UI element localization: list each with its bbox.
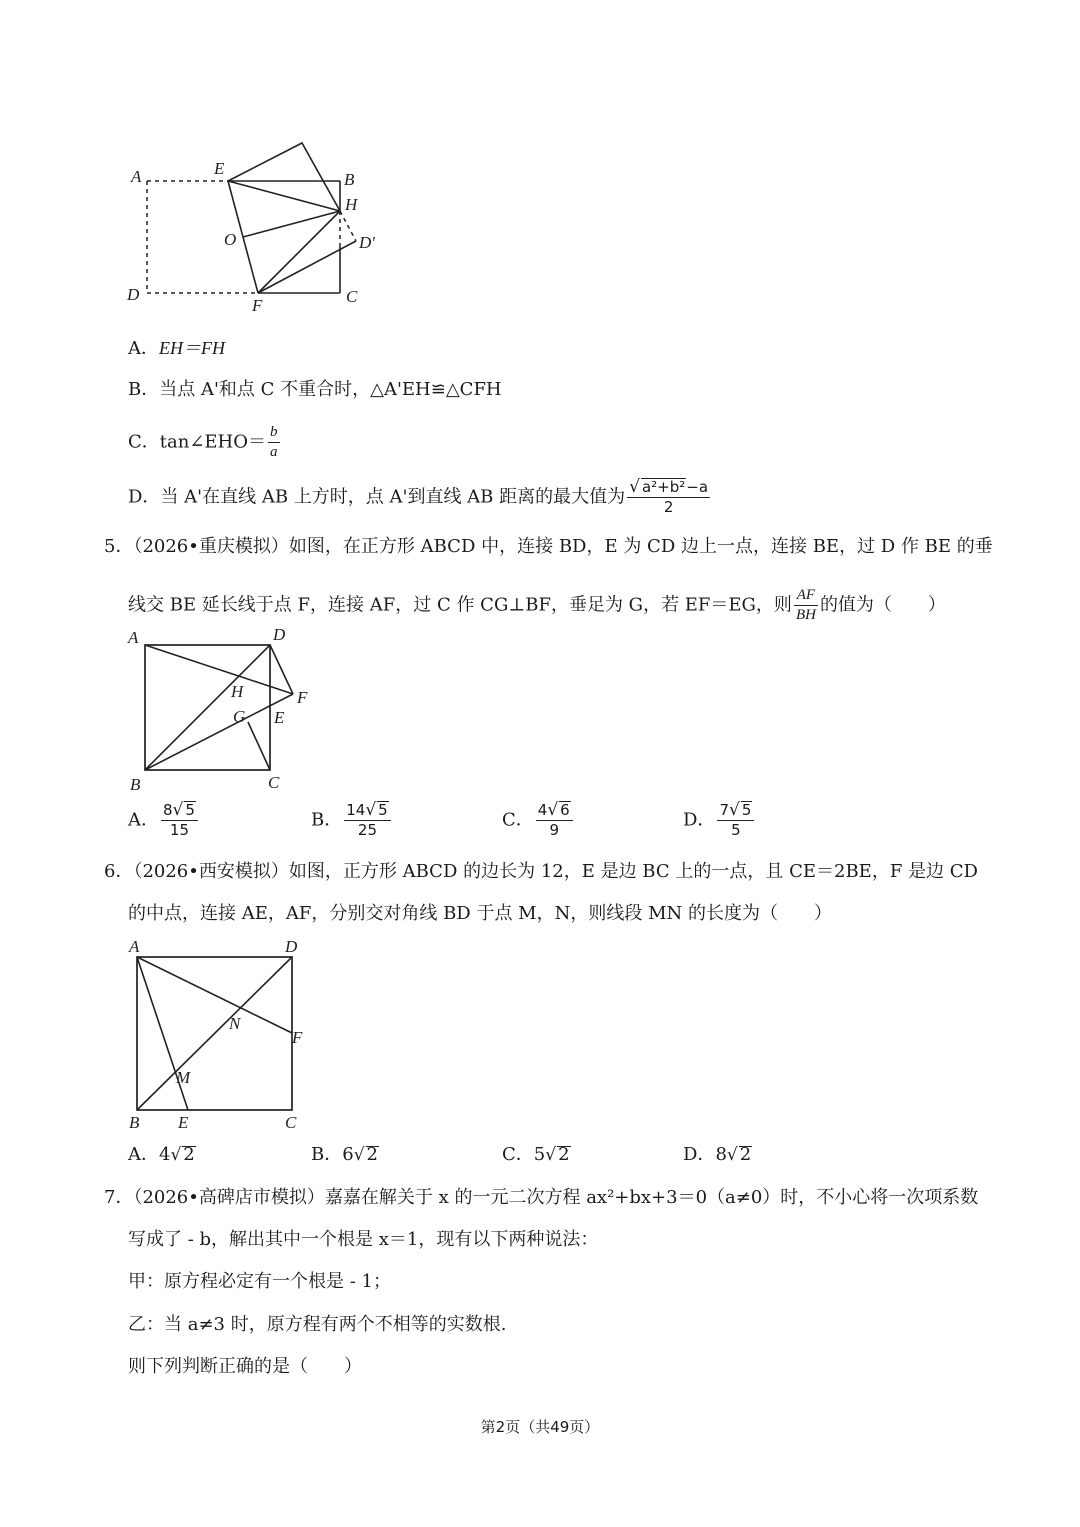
q4-option-c[interactable]: C．tan∠EHO＝ $\frac{b}{a}$ bbox=[128, 424, 278, 460]
q5-label-C: C bbox=[268, 773, 280, 792]
q5-option-d[interactable]: D． $\frac{7√ 5}{5}$ bbox=[683, 801, 756, 840]
q6-label-N: N bbox=[229, 1014, 241, 1033]
q5-label-H: H bbox=[231, 682, 244, 701]
q6-option-d[interactable]: D．8√ 2 bbox=[683, 1144, 752, 1165]
line-AE bbox=[137, 957, 188, 1110]
label-E: E bbox=[214, 159, 225, 178]
label-D: D bbox=[127, 285, 140, 304]
label-O: O bbox=[224, 230, 237, 249]
q5-label-G: G bbox=[233, 707, 246, 726]
label-H: H bbox=[345, 195, 358, 214]
q6-line1: 6．（2026•西安模拟）如图，正方形 ABCD 的边长为 12，E 是边 BC 上的一点，且 CE＝2BE，F 是边 CD bbox=[104, 861, 978, 882]
q7-line5: 则下列判断正确的是（ ） bbox=[128, 1356, 362, 1377]
q6-label-E: E bbox=[178, 1113, 189, 1132]
q6-line2: 的中点，连接 AE，AF，分别交对角线 BD 于点 M，N，则线段 MN 的长度为（ ） bbox=[128, 903, 832, 924]
q6-option-b[interactable]: B．6√ 2 bbox=[311, 1144, 378, 1165]
q4-option-b[interactable]: B．当点 A'和点 C 不重合时，△A'EH≌△CFH bbox=[128, 379, 502, 400]
q5-label-F: F bbox=[297, 688, 308, 707]
frac-max-distance: $\frac{\text{√ a²+b²−a}}{2}$ bbox=[629, 477, 709, 516]
q7-line4: 乙：当 a≠3 时，原方程有两个不相等的实数根. bbox=[128, 1314, 507, 1335]
q5-label-D: D bbox=[273, 625, 286, 644]
q7-line2: 写成了 - b，解出其中一个根是 x＝1，现有以下两种说法： bbox=[128, 1229, 599, 1250]
q5-label-E: E bbox=[274, 708, 285, 727]
q4-option-d[interactable]: D．当 A'在直线 AB 上方时，点 A'到直线 AB 距离的最大值为 $\frac{\text{√ a²+b²−a}}{2}$ bbox=[128, 477, 709, 516]
frac-af-over-bh: $\frac{AF}{BH}$ bbox=[795, 587, 816, 623]
q5-line1: 5．（2026•重庆模拟）如图，在正方形 ABCD 中，连接 BD，E 为 CD 边上一点，连接 BE，过 D 作 BE 的垂 bbox=[104, 536, 993, 557]
label-C: C bbox=[346, 287, 358, 306]
q6-label-B: B bbox=[129, 1113, 140, 1132]
q5-option-c[interactable]: C． $\frac{4√ 6}{9}$ bbox=[502, 801, 575, 840]
q6-label-A: A bbox=[129, 937, 140, 956]
label-F: F bbox=[252, 296, 263, 315]
q6-label-M: M bbox=[176, 1068, 191, 1087]
q5-option-a[interactable]: A． $\frac{8√ 5}{15}$ bbox=[128, 801, 200, 840]
q5-label-A: A bbox=[128, 628, 139, 647]
q6-option-c[interactable]: C．5√ 2 bbox=[502, 1144, 570, 1165]
q5-line2: 线交 BE 延长线于点 F，连接 AF，过 C 作 CG⊥BF，垂足为 G，若 EF＝EG，则 $\frac{AF}{BH}$ 的值为（ ） bbox=[128, 587, 946, 623]
page-footer: 第2页（共49页） bbox=[480, 1418, 600, 1436]
label-A: A bbox=[131, 167, 142, 186]
q6-label-F: F bbox=[292, 1028, 303, 1047]
q5-label-B: B bbox=[130, 775, 141, 794]
q7-line3: 甲：原方程必定有一个根是 - 1； bbox=[128, 1271, 391, 1292]
line-AF bbox=[137, 957, 292, 1033]
label-B: B bbox=[344, 170, 355, 189]
q4-option-a[interactable]: A．EH＝FH bbox=[128, 338, 225, 359]
q5-option-b[interactable]: B． $\frac{14√ 5}{25}$ bbox=[311, 801, 393, 840]
q6-label-D: D bbox=[285, 937, 298, 956]
diag-BD-q6 bbox=[137, 957, 292, 1110]
q6-label-C: C bbox=[285, 1113, 297, 1132]
q7-line1: 7．（2026•高碑店市模拟）嘉嘉在解关于 x 的一元二次方程 ax²+bx+3＝0（a≠0）时，不小心将一次项系数 bbox=[104, 1187, 979, 1208]
q6-option-a[interactable]: A．4√ 2 bbox=[128, 1144, 195, 1165]
label-Dprime: D′ bbox=[359, 233, 375, 252]
frac-b-over-a: $\frac{b}{a}$ bbox=[270, 424, 278, 460]
